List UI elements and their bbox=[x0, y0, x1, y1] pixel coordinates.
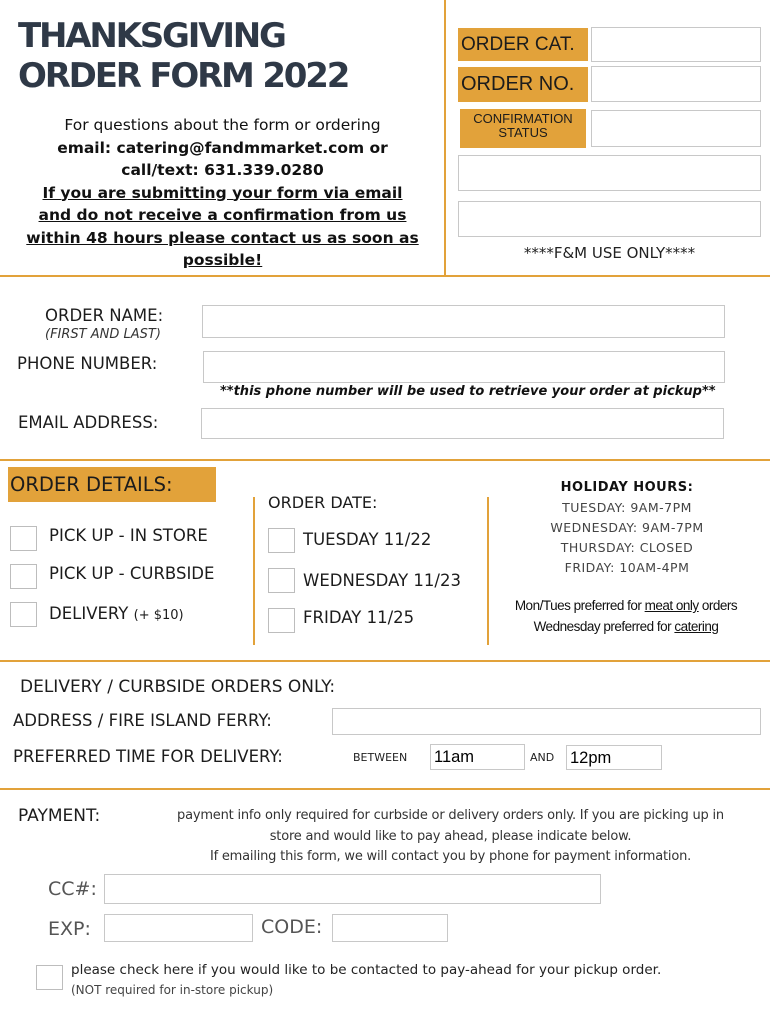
pref2-prefix: Wednesday preferred for bbox=[533, 619, 675, 634]
confirmation-status-field[interactable] bbox=[591, 110, 761, 147]
email-label: EMAIL ADDRESS: bbox=[18, 413, 159, 432]
header-divider bbox=[444, 0, 446, 276]
notice-line-3: within 48 hours please contact us as soon as bbox=[26, 228, 419, 247]
and-label: AND bbox=[530, 751, 555, 764]
time-to-value: 12pm bbox=[570, 749, 612, 767]
pickup-instore-label: PICK UP - IN STORE bbox=[49, 526, 208, 545]
catering-preference-note bbox=[486, 619, 766, 634]
code-label: CODE: bbox=[261, 916, 323, 938]
meat-preference-note bbox=[486, 598, 766, 613]
notice-line-1: If you are submitting your form via email bbox=[42, 183, 403, 202]
order-details-heading: ORDER DETAILS: bbox=[8, 467, 216, 502]
pickup-curbside-label: PICK UP - CURBSIDE bbox=[49, 564, 215, 583]
pref2-emphasis: catering bbox=[674, 619, 719, 634]
order-no-field[interactable] bbox=[591, 66, 761, 102]
wednesday-label: WEDNESDAY 11/23 bbox=[303, 571, 461, 590]
hours-thursday: THURSDAY: CLOSED bbox=[560, 540, 694, 555]
pickup-curbside-checkbox[interactable] bbox=[10, 564, 37, 589]
divider-1 bbox=[0, 275, 770, 277]
pay-ahead-label: please check here if you would like to be contacted to pay-ahead for your pickup order. bbox=[71, 962, 662, 978]
time-to-field[interactable] bbox=[566, 745, 662, 770]
cc-label: CC#: bbox=[48, 878, 97, 900]
notice-line-4: possible! bbox=[182, 251, 263, 269]
wednesday-checkbox[interactable] bbox=[268, 568, 295, 593]
delivery-label-text: DELIVERY bbox=[49, 604, 129, 623]
phone-label: PHONE NUMBER: bbox=[17, 354, 158, 373]
confirmation-status-label bbox=[460, 109, 586, 148]
order-name-field[interactable] bbox=[202, 305, 725, 338]
office-use-field-1[interactable] bbox=[458, 155, 761, 191]
delivery-fee: (+ $10) bbox=[133, 608, 184, 623]
hours-wednesday: WEDNESDAY: 9AM-7PM bbox=[550, 520, 704, 535]
hours-friday: FRIDAY: 10AM-4PM bbox=[564, 560, 690, 575]
exp-field[interactable] bbox=[104, 914, 253, 942]
address-label: ADDRESS / FIRE ISLAND FERRY: bbox=[13, 711, 272, 730]
pickup-instore-checkbox[interactable] bbox=[10, 526, 37, 551]
pref1-suffix: orders bbox=[698, 598, 738, 613]
notice-line-2: and do not receive a confirmation from us bbox=[38, 206, 407, 224]
questions-line: For questions about the form or ordering bbox=[64, 116, 381, 134]
details-divider-1 bbox=[253, 497, 255, 645]
payment-heading: PAYMENT: bbox=[18, 806, 101, 826]
divider-4 bbox=[0, 788, 770, 790]
order-name-label: ORDER NAME: bbox=[45, 306, 164, 325]
friday-checkbox[interactable] bbox=[268, 608, 295, 633]
exp-label: EXP: bbox=[48, 918, 91, 940]
time-from-value: 11am bbox=[434, 748, 475, 766]
office-use-field-2[interactable] bbox=[458, 201, 761, 237]
time-from-field[interactable] bbox=[430, 744, 525, 770]
tuesday-label: TUESDAY 11/22 bbox=[303, 530, 432, 549]
pref1-prefix: Mon/Tues preferred for bbox=[514, 598, 645, 613]
contact-info bbox=[10, 114, 435, 272]
contact-email-line: email: catering@fandmmarket.com or bbox=[57, 138, 388, 157]
payment-note-1: payment info only required for curbside or delivery orders only. If you are picking up in bbox=[177, 808, 724, 823]
confirmation-line-2: STATUS bbox=[498, 125, 548, 140]
delivery-time-label: PREFERRED TIME FOR DELIVERY: bbox=[13, 747, 283, 766]
order-no-label: ORDER NO. bbox=[458, 67, 588, 102]
payment-note-2: store and would like to pay ahead, please indicate below. bbox=[269, 828, 632, 844]
email-field[interactable] bbox=[201, 408, 724, 439]
order-name-sublabel: (FIRST AND LAST) bbox=[45, 327, 161, 342]
title-line-1: THANKSGIVING bbox=[18, 16, 285, 56]
phone-note: **this phone number will be used to retrieve your order at pickup** bbox=[220, 384, 716, 399]
delivery-heading: DELIVERY / CURBSIDE ORDERS ONLY: bbox=[20, 677, 336, 697]
pay-ahead-sublabel: (NOT required for in-store pickup) bbox=[71, 983, 274, 997]
payment-note bbox=[148, 806, 753, 868]
phone-field[interactable] bbox=[203, 351, 725, 383]
friday-label: FRIDAY 11/25 bbox=[303, 608, 415, 627]
pref1-emphasis: meat only bbox=[644, 598, 699, 613]
order-cat-label: ORDER CAT. bbox=[458, 28, 588, 61]
order-date-heading: ORDER DATE: bbox=[268, 493, 378, 512]
contact-phone-line: call/text: 631.339.0280 bbox=[121, 161, 324, 179]
delivery-label bbox=[49, 604, 184, 623]
between-label: BETWEEN bbox=[353, 751, 408, 764]
office-use-note: ****F&M USE ONLY**** bbox=[523, 244, 696, 262]
form-title bbox=[18, 16, 348, 96]
title-line-2: ORDER FORM 2022 bbox=[18, 56, 349, 96]
address-field[interactable] bbox=[332, 708, 761, 735]
hours-tuesday: TUESDAY: 9AM-7PM bbox=[562, 500, 692, 515]
code-field[interactable] bbox=[332, 914, 448, 942]
confirmation-line-1: CONFIRMATION bbox=[473, 111, 573, 126]
payment-note-3: If emailing this form, we will contact you by phone for payment information. bbox=[209, 849, 692, 864]
cc-field[interactable] bbox=[104, 874, 601, 904]
pay-ahead-checkbox[interactable] bbox=[36, 965, 63, 990]
holiday-hours-heading: HOLIDAY HOURS: bbox=[560, 480, 694, 495]
divider-3 bbox=[0, 660, 770, 662]
order-cat-field[interactable] bbox=[591, 27, 761, 62]
tuesday-checkbox[interactable] bbox=[268, 528, 295, 553]
divider-2 bbox=[0, 459, 770, 461]
delivery-checkbox[interactable] bbox=[10, 602, 37, 627]
